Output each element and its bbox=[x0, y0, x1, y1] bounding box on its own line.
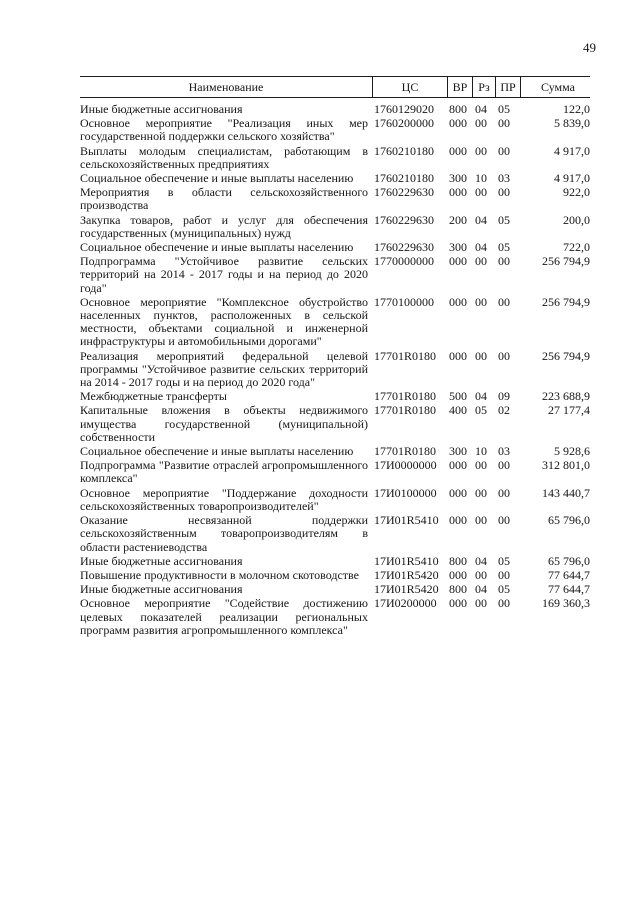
row-sum-cell: 256 794,9 bbox=[542, 254, 590, 269]
row-sum-cell: 312 801,0 bbox=[542, 458, 590, 473]
table-row bbox=[80, 214, 590, 240]
row-cs-cell: 17И01R5420 bbox=[374, 567, 439, 582]
row-rz-cell: 04 bbox=[475, 553, 487, 568]
row-rz-cell: 04 bbox=[475, 240, 487, 255]
row-name-cell: Иные бюджетные ассигнования bbox=[80, 102, 243, 116]
row-pr-cell: 05 bbox=[498, 212, 510, 227]
row-rz-cell: 00 bbox=[475, 185, 487, 200]
row-sum-cell: 200,0 bbox=[563, 212, 590, 227]
row-pr-cell: 00 bbox=[498, 596, 510, 611]
row-rz-cell: 00 bbox=[475, 348, 487, 363]
row-rz-cell: 05 bbox=[475, 403, 487, 418]
row-cs-cell: 1760229630 bbox=[374, 212, 434, 227]
row-cs-cell: 1760129020 bbox=[374, 102, 434, 116]
row-vr-cell: 000 bbox=[449, 485, 467, 500]
row-rz-cell: 00 bbox=[475, 485, 487, 500]
row-cs-cell: 17701R0180 bbox=[374, 403, 437, 418]
row-vr-cell: 000 bbox=[449, 116, 467, 131]
row-sum-cell: 4 917,0 bbox=[554, 171, 590, 186]
row-vr-cell: 800 bbox=[449, 102, 467, 116]
row-cs-cell: 1760229630 bbox=[374, 240, 434, 255]
row-rz-cell: 10 bbox=[475, 444, 487, 459]
header-rz: Рз bbox=[473, 77, 496, 97]
table-row bbox=[80, 241, 590, 254]
row-rz-cell: 10 bbox=[475, 171, 487, 186]
table-row bbox=[80, 172, 590, 185]
table-row bbox=[80, 404, 590, 444]
row-pr-cell: 05 bbox=[498, 102, 510, 116]
row-vr-cell: 200 bbox=[449, 212, 467, 227]
table-row bbox=[80, 117, 590, 143]
table-row bbox=[80, 597, 590, 637]
table-row bbox=[80, 583, 590, 596]
row-vr-cell: 000 bbox=[449, 294, 467, 309]
row-cs-cell: 17И01R5420 bbox=[374, 582, 439, 597]
row-vr-cell: 000 bbox=[449, 254, 467, 269]
row-sum-cell: 722,0 bbox=[563, 240, 590, 255]
row-vr-cell: 400 bbox=[449, 403, 467, 418]
table-row bbox=[80, 145, 590, 171]
row-name-cell: Подпрограмма "Устойчивое развитие сельских территорий на 2014 - 2017 годы и на период до 2020 года" bbox=[80, 254, 368, 295]
row-sum-cell: 5 928,6 bbox=[554, 444, 590, 459]
row-pr-cell: 09 bbox=[498, 389, 510, 404]
table-row bbox=[80, 255, 590, 295]
table-row bbox=[80, 390, 590, 403]
row-rz-cell: 00 bbox=[475, 567, 487, 582]
row-name-cell: Социальное обеспечение и иные выплаты населению bbox=[80, 444, 354, 459]
row-cs-cell: 17И0000000 bbox=[374, 458, 437, 473]
row-name-cell: Подпрограмма "Развитие отраслей агропромышленного комплекса" bbox=[80, 458, 368, 486]
row-name-cell: Закупка товаров, работ и услуг для обеспечения государственных (муниципальных) нужд bbox=[80, 212, 368, 240]
row-name-cell: Социальное обеспечение и иные выплаты населению bbox=[80, 171, 354, 186]
table-row bbox=[80, 445, 590, 458]
page-number: 49 bbox=[583, 40, 596, 55]
row-sum-cell: 27 177,4 bbox=[548, 403, 590, 418]
header-name: Наименование bbox=[80, 77, 373, 97]
row-sum-cell: 223 688,9 bbox=[542, 389, 590, 404]
row-cs-cell: 17701R0180 bbox=[374, 389, 437, 404]
row-vr-cell: 000 bbox=[449, 185, 467, 200]
row-pr-cell: 00 bbox=[498, 458, 510, 473]
row-pr-cell: 02 bbox=[498, 403, 510, 418]
row-pr-cell: 00 bbox=[498, 116, 510, 131]
table-row bbox=[80, 350, 590, 390]
header-vr: ВР bbox=[448, 77, 473, 97]
row-pr-cell: 00 bbox=[498, 254, 510, 269]
table-header bbox=[80, 76, 590, 98]
row-sum-cell: 77 644,7 bbox=[548, 567, 590, 582]
row-cs-cell: 1770000000 bbox=[374, 254, 434, 269]
row-rz-cell: 04 bbox=[475, 582, 487, 597]
row-cs-cell: 1760229630 bbox=[374, 185, 434, 200]
row-sum-cell: 4 917,0 bbox=[554, 143, 590, 158]
header-sum: Сумма bbox=[541, 80, 575, 94]
row-pr-cell: 05 bbox=[498, 240, 510, 255]
row-pr-cell: 00 bbox=[498, 567, 510, 582]
row-pr-cell: 00 bbox=[498, 513, 510, 528]
row-sum-cell: 922,0 bbox=[563, 185, 590, 200]
row-cs-cell: 17И0200000 bbox=[374, 596, 437, 611]
table-row bbox=[80, 569, 590, 582]
row-name-cell: Повышение продуктивности в молочном скотоводстве bbox=[80, 567, 359, 582]
row-cs-cell: 17701R0180 bbox=[374, 348, 437, 363]
row-sum-cell: 65 796,0 bbox=[548, 513, 590, 528]
row-sum-cell: 169 360,3 bbox=[542, 596, 590, 611]
table-row bbox=[80, 514, 590, 554]
row-name-cell: Оказание несвязанной поддержки сельскохозяйственным товаропроизводителям в области растениеводства bbox=[80, 513, 368, 554]
table-row bbox=[80, 296, 590, 349]
row-pr-cell: 00 bbox=[498, 485, 510, 500]
row-vr-cell: 000 bbox=[449, 348, 467, 363]
row-name-cell: Основное мероприятие "Поддержание доходности сельскохозяйственных товаропроизводителей" bbox=[80, 485, 368, 513]
row-name-cell: Реализация мероприятий федеральной целевой программы "Устойчивое развитие сельских территорий на 2014 - 2017 годы и на период до 2020 года" bbox=[80, 348, 368, 390]
row-cs-cell: 17И01R5410 bbox=[374, 513, 439, 528]
row-rz-cell: 00 bbox=[475, 294, 487, 309]
budget-table bbox=[80, 76, 590, 638]
row-name-cell: Иные бюджетные ассигнования bbox=[80, 582, 243, 597]
row-pr-cell: 00 bbox=[498, 294, 510, 309]
row-pr-cell: 00 bbox=[498, 348, 510, 363]
row-sum-cell: 143 440,7 bbox=[542, 485, 590, 500]
row-vr-cell: 300 bbox=[449, 240, 467, 255]
row-pr-cell: 05 bbox=[498, 582, 510, 597]
row-vr-cell: 000 bbox=[449, 143, 467, 158]
row-vr-cell: 000 bbox=[449, 567, 467, 582]
row-sum-cell: 5 839,0 bbox=[554, 116, 590, 131]
row-name-cell: Основное мероприятие "Комплексное обустройство населенных пунктов, расположенных в сельской местности, объектами социальной и инженерной инфраструктуры и автомобильными дорогами" bbox=[80, 294, 368, 349]
row-rz-cell: 00 bbox=[475, 143, 487, 158]
row-vr-cell: 300 bbox=[449, 444, 467, 459]
row-name-cell: Мероприятия в области сельскохозяйственного производства bbox=[80, 185, 368, 213]
row-vr-cell: 800 bbox=[449, 582, 467, 597]
table-row bbox=[80, 186, 590, 212]
row-pr-cell: 00 bbox=[498, 185, 510, 200]
table-body bbox=[80, 103, 590, 637]
row-cs-cell: 1770100000 bbox=[374, 294, 434, 309]
row-rz-cell: 04 bbox=[475, 212, 487, 227]
row-rz-cell: 00 bbox=[475, 513, 487, 528]
row-name-cell: Выплаты молодым специалистам, работающим в сельскохозяйственных предприятиях bbox=[80, 143, 368, 171]
row-name-cell: Основное мероприятие "Реализация иных мер государственной поддержки сельского хозяйства" bbox=[80, 116, 368, 144]
row-cs-cell: 1760210180 bbox=[374, 143, 434, 158]
row-rz-cell: 04 bbox=[475, 389, 487, 404]
row-vr-cell: 000 bbox=[449, 596, 467, 611]
row-cs-cell: 17И0100000 bbox=[374, 485, 437, 500]
header-pr: ПР bbox=[496, 77, 521, 97]
row-vr-cell: 500 bbox=[449, 389, 467, 404]
row-sum-cell: 65 796,0 bbox=[548, 553, 590, 568]
table-row bbox=[80, 487, 590, 513]
row-name-cell: Социальное обеспечение и иные выплаты населению bbox=[80, 240, 354, 255]
row-sum-cell: 256 794,9 bbox=[542, 294, 590, 309]
header-cs: ЦС bbox=[373, 77, 448, 97]
row-name-cell: Межбюджетные трансферты bbox=[80, 389, 227, 404]
row-vr-cell: 800 bbox=[449, 553, 467, 568]
row-pr-cell: 05 bbox=[498, 553, 510, 568]
row-vr-cell: 000 bbox=[449, 458, 467, 473]
row-sum-cell: 77 644,7 bbox=[548, 582, 590, 597]
row-name-cell: Иные бюджетные ассигнования bbox=[80, 553, 243, 568]
row-rz-cell: 00 bbox=[475, 596, 487, 611]
row-cs-cell: 17701R0180 bbox=[374, 444, 437, 459]
row-rz-cell: 00 bbox=[475, 254, 487, 269]
row-sum-cell: 122,0 bbox=[563, 102, 590, 116]
row-name-cell: Капитальные вложения в объекты недвижимого имущества государственной (муниципальной) собственности bbox=[80, 403, 368, 444]
row-pr-cell: 03 bbox=[498, 171, 510, 186]
row-vr-cell: 300 bbox=[449, 171, 467, 186]
row-cs-cell: 1760200000 bbox=[374, 116, 434, 131]
table-row bbox=[80, 555, 590, 568]
row-cs-cell: 17И01R5410 bbox=[374, 553, 439, 568]
table-row bbox=[80, 459, 590, 485]
row-cs-cell: 1760210180 bbox=[374, 171, 434, 186]
row-pr-cell: 03 bbox=[498, 444, 510, 459]
row-rz-cell: 04 bbox=[475, 102, 487, 116]
row-pr-cell: 00 bbox=[498, 143, 510, 158]
row-name-cell: Основное мероприятие "Содействие достижению целевых показателей реализации региональных программ развития агропромышленного комплекса" bbox=[80, 596, 368, 637]
row-rz-cell: 00 bbox=[475, 458, 487, 473]
row-rz-cell: 00 bbox=[475, 116, 487, 131]
table-row bbox=[80, 103, 590, 116]
row-vr-cell: 000 bbox=[449, 513, 467, 528]
row-sum-cell: 256 794,9 bbox=[542, 348, 590, 363]
